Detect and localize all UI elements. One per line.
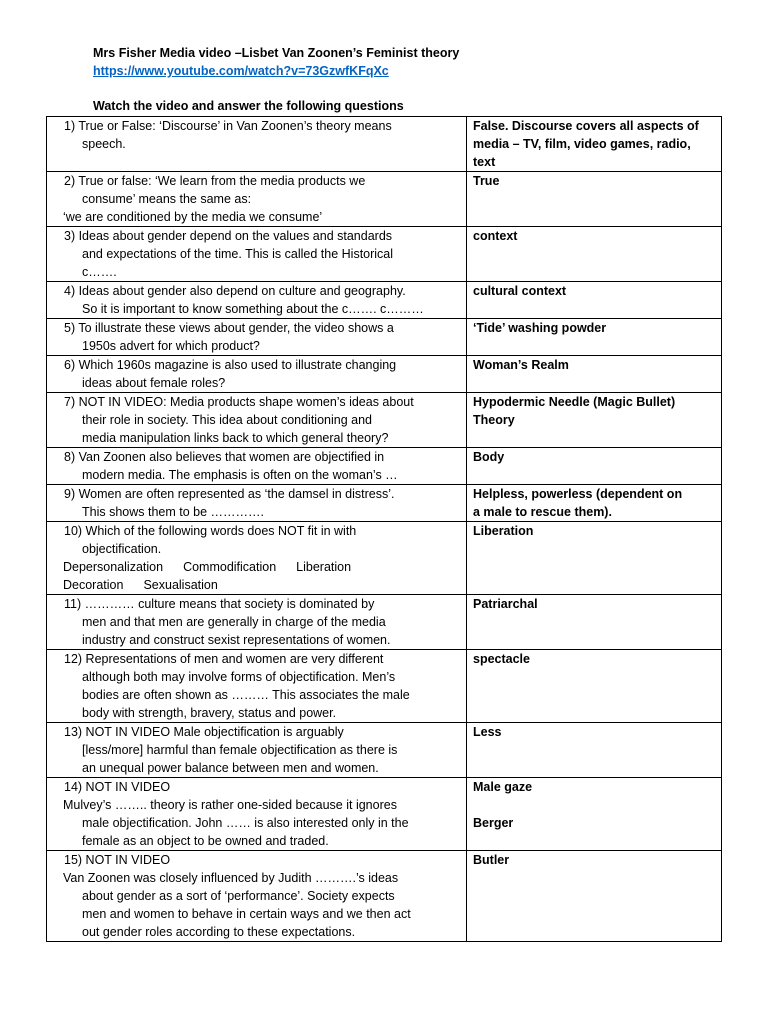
question-answer-table <box>46 116 722 942</box>
word-option: Sexualisation <box>143 578 218 592</box>
answer-text <box>471 851 717 869</box>
question-text-line: media manipulation links back to which general theory? <box>82 431 389 445</box>
answer-text <box>471 723 717 741</box>
answer-cell <box>467 650 722 723</box>
answer-text-line: Patriarchal <box>473 597 538 611</box>
word-option: Depersonalization <box>63 560 164 574</box>
answer-text-line: Hypodermic Needle (Magic Bullet) <box>473 395 676 409</box>
instruction-text: Watch the video and answer the following questions <box>93 99 404 113</box>
question-cell <box>47 393 467 448</box>
answer-text-line: spectacle <box>473 652 530 666</box>
answer-text <box>471 595 717 613</box>
question-text-line: 8) Van Zoonen also believes that women are objectified in <box>64 450 385 464</box>
answer-text-line: Woman’s Realm <box>473 358 569 372</box>
question-cell <box>47 117 467 172</box>
answer-text <box>471 172 717 190</box>
question-cell <box>47 356 467 393</box>
question-text-line: 12) Representations of men and women are very different <box>64 652 384 666</box>
worksheet-title: Mrs Fisher Media video –Lisbet Van Zoonen’s Feminist theory <box>93 46 460 60</box>
answer-text <box>471 650 717 668</box>
answer-text <box>471 319 717 337</box>
table-row <box>47 282 722 319</box>
answer-cell <box>467 448 722 485</box>
question-cell <box>47 485 467 522</box>
answer-cell <box>467 522 722 595</box>
answer-cell <box>467 485 722 522</box>
youtube-link[interactable]: https://www.youtube.com/watch?v=73GzwfKFqXc <box>93 64 389 78</box>
answer-text-line: Body <box>473 450 505 464</box>
question-text-line: men and that men are generally in charge of the media <box>82 615 386 629</box>
question-text-line: 11) ………… culture means that society is dominated by <box>64 597 375 611</box>
answer-text-line: Liberation <box>473 524 534 538</box>
question-text-line: ideas about female roles? <box>82 376 226 390</box>
table-row <box>47 393 722 448</box>
question-text-line: 3) Ideas about gender depend on the values and standards <box>64 229 393 243</box>
question-text-line: ‘we are conditioned by the media we consume’ <box>63 210 323 224</box>
table-row <box>47 117 722 172</box>
word-option: Liberation <box>296 560 352 574</box>
question-text-line: 1) True or False: ‘Discourse’ in Van Zoonen’s theory means <box>64 119 392 133</box>
question-text-line: and expectations of the time. This is called the Historical <box>82 247 394 261</box>
answer-text <box>471 485 717 521</box>
question-text-line: bodies are often shown as ……… This associates the male <box>82 688 410 702</box>
question-text-line: So it is important to know something about the c……. c……… <box>82 302 424 316</box>
answer-text-line: Male gaze <box>473 780 533 794</box>
question-text-line: their role in society. This idea about conditioning and <box>82 413 372 427</box>
table-row <box>47 319 722 356</box>
table-row <box>47 485 722 522</box>
question-text-line: 2) True or false: ‘We learn from the media products we <box>64 174 366 188</box>
question-text-line: 4) Ideas about gender also depend on culture and geography. <box>64 284 406 298</box>
question-text-line: 1950s advert for which product? <box>82 339 260 353</box>
answer-text-line: a male to rescue them). <box>473 505 612 519</box>
table-row <box>47 448 722 485</box>
question-cell <box>47 595 467 650</box>
answer-text-line: False. Discourse covers all aspects of <box>473 119 699 133</box>
question-cell <box>47 723 467 778</box>
answer-text <box>471 778 717 832</box>
question-text-line: c……. <box>82 265 117 279</box>
table-row <box>47 172 722 227</box>
question-text-line: men and women to behave in certain ways and we then act <box>82 907 411 921</box>
answer-text <box>471 117 717 171</box>
answer-text <box>471 448 717 466</box>
answer-text-line: Less <box>473 725 502 739</box>
question-text-line: 10) Which of the following words does NOT fit in with <box>64 524 357 538</box>
answer-cell <box>467 595 722 650</box>
question-text-line: body with strength, bravery, status and power. <box>82 706 337 720</box>
answer-text <box>471 356 717 374</box>
answer-text <box>471 282 717 300</box>
question-text-line: 7) NOT IN VIDEO: Media products shape women’s ideas about <box>64 395 414 409</box>
answer-text-line: True <box>473 174 500 188</box>
table-row <box>47 595 722 650</box>
answer-cell <box>467 356 722 393</box>
question-text-line: 5) To illustrate these views about gender, the video shows a <box>64 321 394 335</box>
question-text-line: [less/more] harmful than female objectification as there is <box>82 743 398 757</box>
question-text-line: 6) Which 1960s magazine is also used to illustrate changing <box>64 358 397 372</box>
table-row <box>47 356 722 393</box>
table-row <box>47 650 722 723</box>
question-cell <box>47 851 467 942</box>
table-row <box>47 723 722 778</box>
question-text-line: speech. <box>82 137 126 151</box>
question-cell <box>47 227 467 282</box>
word-option: Decoration <box>63 578 124 592</box>
answer-cell <box>467 282 722 319</box>
answer-text <box>471 227 717 245</box>
question-text-line: although both may involve forms of objectification. Men’s <box>82 670 396 684</box>
answer-text-line: ‘Tide’ washing powder <box>473 321 607 335</box>
table-row <box>47 227 722 282</box>
word-options-line <box>51 558 462 576</box>
answer-text-line: Theory <box>473 413 515 427</box>
question-text-line: 14) NOT IN VIDEO <box>64 780 171 794</box>
answer-cell <box>467 172 722 227</box>
question-cell <box>47 650 467 723</box>
answer-cell <box>467 319 722 356</box>
answer-gap <box>473 796 717 814</box>
table-row <box>47 778 722 851</box>
question-cell <box>47 172 467 227</box>
question-text-line: modern media. The emphasis is often on the woman’s … <box>82 468 398 482</box>
answer-text-line: text <box>473 155 496 169</box>
question-text-line: 13) NOT IN VIDEO Male objectification is arguably <box>64 725 344 739</box>
word-options-line <box>51 576 462 594</box>
answer-text-line: Butler <box>473 853 510 867</box>
answer-cell <box>467 393 722 448</box>
answer-text-line: Helpless, powerless (dependent on <box>473 487 683 501</box>
question-text-line: female as an object to be owned and traded. <box>82 834 329 848</box>
question-text-line: This shows them to be …………. <box>82 505 265 519</box>
question-text-line: about gender as a sort of ‘performance’. Society expects <box>82 889 395 903</box>
answer-cell <box>467 117 722 172</box>
question-text-line: consume’ means the same as: <box>82 192 252 206</box>
word-option: Commodification <box>183 560 277 574</box>
question-cell <box>47 778 467 851</box>
answer-text-line: media – TV, film, video games, radio, <box>473 137 691 151</box>
question-text-line: 15) NOT IN VIDEO <box>64 853 171 867</box>
question-text-line: 9) Women are often represented as ‘the damsel in distress’. <box>64 487 395 501</box>
answer-text-line: cultural context <box>473 284 567 298</box>
table-row <box>47 851 722 942</box>
answer-text-line: Berger <box>473 816 514 830</box>
table-row <box>47 522 722 595</box>
answer-cell <box>467 227 722 282</box>
question-cell <box>47 522 467 595</box>
answer-cell <box>467 778 722 851</box>
question-cell <box>47 448 467 485</box>
answer-text <box>471 393 717 429</box>
answer-cell <box>467 723 722 778</box>
question-cell <box>47 319 467 356</box>
question-text-line: an unequal power balance between men and women. <box>82 761 379 775</box>
answer-text-line: context <box>473 229 518 243</box>
answer-text <box>471 522 717 540</box>
question-cell <box>47 282 467 319</box>
question-text-line: Mulvey’s …….. theory is rather one-sided because it ignores <box>63 798 397 812</box>
question-text-line: out gender roles according to these expectations. <box>82 925 356 939</box>
question-text-line: objectification. <box>82 542 162 556</box>
question-text-line: industry and construct sexist representations of women. <box>82 633 391 647</box>
question-text-line: male objectification. John …… is also interested only in the <box>82 816 409 830</box>
question-text-line: Van Zoonen was closely influenced by Judith ……….’s ideas <box>63 871 399 885</box>
answer-cell <box>467 851 722 942</box>
